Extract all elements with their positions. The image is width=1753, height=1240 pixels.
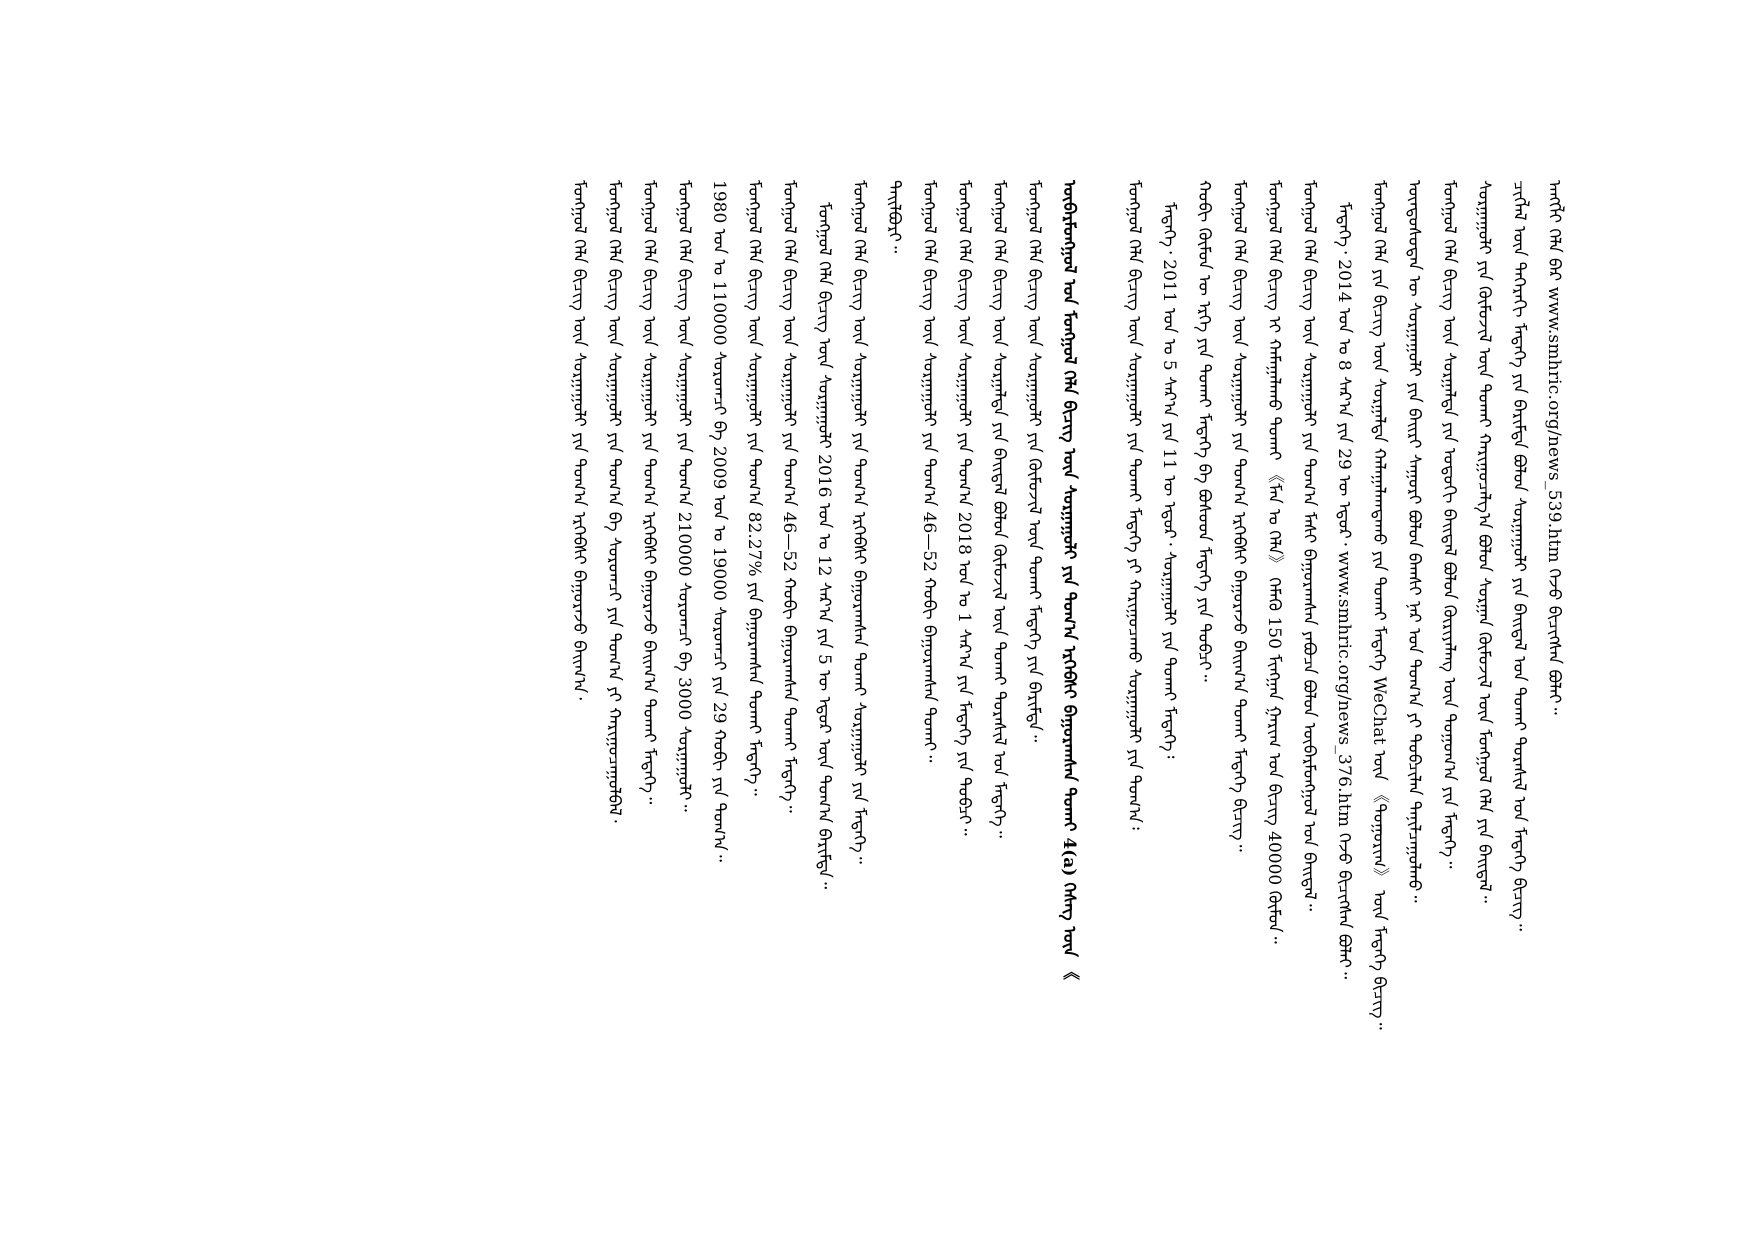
text-line: 1980 ᠣᠨ ᠤ 110000 ᠰᠤᠷᠤᠭᠴᠢ ᠪᠠ 2009 ᠣᠨ ᠤ 19000 ᠰᠤᠷᠤᠭᠴᠢ ᠶᠢᠨ 29 ᠬᠤᠪᠢ ᠶᠢᠨ ᠲᠣᠭ᠎ᠠ᠃ <box>709 180 729 862</box>
bold-text-line: ᠦᠪᠡᠷᠮᠣᠩᠭᠣᠯ ᠤᠨ ᠮᠣᠩᠭᠣᠯ ᠬᠡᠯᠡ ᠪᠢᠴᠢᠭ ᠦᠨ ᠰᠤᠷᠭᠠᠭᠤᠯᠢ ᠶᠢᠨ ᠲᠣᠭ᠎ᠠ ᠡᠷᠬᠡᠪᠰᠢ ᠪᠠᠭᠤᠷᠠᠭᠰᠠᠨ ᠲᠤᠬᠠᠢ 4(a) ᠬᠡᠰᠡᠭ ᠦᠨ 《 <box>1059 180 1079 981</box>
text-line: ᠮᠡᠳᠡᠭᠡ᠂ 2014 ᠣᠨ ᠤ 8 ᠰᠠᠷ᠎ᠠ ᠶᠢᠨ 29 ᠦ ᠡᠳᠦᠷ᠂ www.smhric.org/news_376.htm ᠭᠡᠵᠦ ᠪᠢᠴᠢᠭᠰᠡᠨ ᠪᠣᠯᠠᠢ᠃ <box>1334 202 1354 980</box>
text-line: ᠮᠣᠩᠭᠣᠯ ᠬᠡᠯᠡ ᠪᠢᠴᠢᠭ ᠦᠨ ᠰᠤᠷᠭᠠᠭᠤᠯᠢ ᠶᠢᠨ ᠲᠣᠭ᠎ᠠ 2018 ᠣᠨ ᠤ 1 ᠰᠠᠷ᠎ᠠ ᠶᠢᠨ ᠮᠡᠳᠡᠭᠡ ᠶᠢᠨ ᠲᠣᠪᠴᠢ᠃ <box>954 180 974 836</box>
text-line: ᠠᠩᠭᠯᠢ ᠬᠡᠯᠡ ᠪᠡᠷ www.smhric.org/news_539.htm ᠭᠡᠵᠦ ᠪᠢᠴᠢᠭᠰᠡᠨ ᠪᠣᠯᠠᠢ᠃ <box>1544 180 1564 715</box>
text-line: ᠮᠣᠩᠭᠣᠯ ᠬᠡᠯᠡ ᠪᠢᠴᠢᠭ ᠦᠨ ᠰᠤᠷᠭᠠᠯᠲᠠ ᠶᠢᠨ ᠤᠳᠤᠬᠢ ᠪᠠᠢᠳᠠᠯ ᠪᠤᠯᠤᠨ ᠬᠦᠷᠢᠶᠡᠯᠡᠩ ᠦᠨ ᠲᠤᠭᠤᠭ᠎ᠠ ᠶᠢᠨ ᠮᠡᠳᠡᠭᠡ᠃ <box>1439 180 1459 869</box>
text-line: ᠮᠣᠩᠭᠣᠯ ᠬᠡᠯᠡ ᠪᠢᠴᠢᠭ ᠦᠨ ᠰᠤᠷᠭᠠᠭᠤᠯᠢ ᠶᠢᠨ ᠬᠦᠮᠦᠵᠢᠯ ᠦᠨ ᠲᠤᠬᠠᠢ ᠮᠡᠳᠡᠭᠡ ᠶᠢᠨ ᠪᠠᠷᠢᠮᠲᠠ᠃ <box>1024 180 1044 743</box>
section-title: ᠲᠠᠢᠯᠪᠤᠷᠢ᠃ <box>884 180 904 254</box>
text-line: ᠮᠡᠳᠡᠭᠡ᠂ 2011 ᠣᠨ ᠤ 5 ᠰᠠᠷ᠎ᠠ ᠶᠢᠨ 11 ᠦ ᠡᠳᠦᠷ᠂ ᠰᠤᠷᠭᠠᠭᠤᠯᠢ ᠶᠢᠨ ᠲᠤᠬᠠᠢ ᠮᠡᠳᠡᠭᠡ᠄ <box>1159 202 1179 759</box>
text-line: ᠮᠣᠩᠭᠣᠯ ᠬᠡᠯᠡ ᠪᠢᠴᠢᠭ ᠢ ᠬᠠᠮᠠᠭᠠᠯᠠᠬᠤ ᠲᠤᠬᠠᠢ 《ᠮᠠᠨ ᠤ ᠬᠡᠯᠡ》 ᠬᠡᠮᠡᠬᠦ 150 ᠮᠢᠩᠭᠠᠨ ᠭᠠᠷᠢᠭ ᠤᠨ ᠪᠢᠴᠢᠭ 40000 ᠬᠦᠮᠦᠨ᠃ <box>1264 180 1284 944</box>
text-line: ᠮᠣᠩᠭᠣᠯ ᠬᠡᠯᠡ ᠪᠢᠴᠢᠭ ᠦᠨ ᠰᠤᠷᠭᠠᠭᠤᠯᠢ 2016 ᠣᠨ ᠤ 12 ᠰᠠᠷ᠎ᠠ ᠶᠢᠨ 5 ᠦ ᠡᠳᠦᠷ ᠦᠨ ᠲᠣᠭ᠎ᠠ ᠪᠠᠷᠢᠮᠲᠠ᠃ <box>814 202 834 890</box>
text-line: ᠮᠣᠩᠭᠣᠯ ᠬᠡᠯᠡ ᠪᠢᠴᠢᠭ ᠦᠨ ᠰᠤᠷᠭᠠᠯᠲᠠ ᠶᠢᠨ ᠪᠠᠢᠳᠠᠯ ᠪᠤᠯᠤᠨ ᠬᠦᠮᠦᠵᠢᠯ ᠦᠨ ᠲᠤᠬᠠᠢ ᠳᠤᠷᠠᠰᠢᠯ ᠤᠨ ᠮᠡᠳᠡᠭᠡ᠃ <box>989 180 1009 838</box>
text-line: ᠬᠤᠪᠢ ᠬᠦᠮᠦᠨ ᠦ ᠡᠷᠬᠡ ᠶᠢᠨ ᠲᠤᠬᠠᠢ ᠮᠡᠳᠡᠭᠡ ᠪᠠ ᠪᠤᠰᠤᠳ ᠮᠡᠳᠡᠭᠡ ᠶᠢᠨ ᠲᠣᠪᠴᠢ᠃ <box>1194 180 1214 682</box>
text-line: ᠮᠣᠩᠭᠣᠯ ᠬᠡᠯᠡ ᠪᠢᠴᠢᠭ ᠦᠨ ᠰᠤᠷᠭᠠᠭᠤᠯᠢ ᠶᠢᠨ ᠲᠣᠭ᠎ᠠ ᠪᠠ ᠰᠤᠷᠤᠭᠴᠢ ᠶᠢᠨ ᠲᠣᠭ᠎ᠠ ᠶᠢ ᠬᠠᠷᠢᠭᠤᠴᠠᠭᠤᠯᠪᠠᠯ᠂ <box>604 180 624 823</box>
text-line: ᠮᠣᠩᠭᠣᠯ ᠬᠡᠯᠡ ᠪᠢᠴᠢᠭ ᠦᠨ ᠰᠤᠷᠭᠠᠭᠤᠯᠢ ᠶᠢᠨ ᠲᠣᠭ᠎ᠠ 46—52 ᠬᠤᠪᠢ ᠪᠠᠭᠤᠷᠠᠭᠰᠠᠨ ᠲᠤᠬᠠᠢ᠃ <box>919 180 939 763</box>
text-line: ᠮᠣᠩᠭᠣᠯ ᠬᠡᠯᠡ ᠪᠢᠴᠢᠭ ᠦᠨ ᠰᠤᠷᠭᠠᠭᠤᠯᠢ ᠶᠢᠨ ᠲᠣᠭ᠎ᠠ 210000 ᠰᠤᠷᠤᠭᠴᠢ ᠪᠠ 3000 ᠰᠤᠷᠭᠠᠭᠤᠯᠢ᠃ <box>674 180 694 812</box>
text-line: ᠮᠣᠩᠭᠣᠯ ᠬᠡᠯᠡ ᠪᠢᠴᠢᠭ ᠦᠨ ᠰᠤᠷᠭᠠᠭᠤᠯᠢ ᠶᠢᠨ ᠲᠣᠭ᠎ᠠ ᠡᠷᠬᠡᠪᠰᠢ ᠪᠠᠭᠤᠷᠠᠵᠤ ᠪᠠᠢᠭ᠎ᠠ᠂ <box>569 180 589 700</box>
text-line: ᠮᠣᠩᠭᠣᠯ ᠬᠡᠯᠡ ᠪᠢᠴᠢᠭ ᠦᠨ ᠰᠤᠷᠭᠠᠭᠤᠯᠢ ᠶᠢᠨ ᠲᠣᠭ᠎ᠠ ᠮᠠᠰᠢ ᠪᠠᠭᠤᠷᠠᠭᠰᠠᠨ ᠶᠠᠪᠤᠴᠠ ᠪᠤᠯᠤᠨ ᠦᠪᠡᠷᠮᠣᠩᠭᠣᠯ ᠤᠨ ᠪᠠᠢᠳᠠᠯ᠃ <box>1299 180 1319 911</box>
text-line: ᠰᠤᠷᠭᠠᠭᠤᠯᠢ ᠶᠢᠨ ᠬᠦᠮᠦᠵᠢᠯ ᠦᠨ ᠲᠤᠬᠠᠢ ᠬᠠᠷᠢᠭᠤᠴᠠᠯᠭ᠎ᠠ ᠪᠤᠯᠤᠨ ᠰᠤᠷᠭᠠᠨ ᠬᠦᠮᠦᠵᠢᠯ ᠦᠨ ᠮᠣᠩᠭᠣᠯ ᠬᠡᠯᠡ ᠶᠢᠨ ᠪᠠᠢᠳᠠᠯ᠃ <box>1474 180 1494 903</box>
text-line: ᠮᠣᠩᠭᠣᠯ ᠬᠡᠯᠡ ᠪᠢᠴᠢᠭ ᠦᠨ ᠰᠤᠷᠭᠠᠭᠤᠯᠢ ᠶᠢᠨ ᠲᠤᠬᠠᠢ ᠮᠡᠳᠡᠭᠡ ᠶᠢ ᠬᠠᠷᠢᠭᠤᠴᠠᠬᠤ ᠰᠤᠷᠭᠠᠭᠤᠯᠢ ᠶᠢᠨ ᠲᠣᠭ᠎ᠠ᠄ <box>1124 180 1144 830</box>
paragraph-gap <box>1088 180 1118 1080</box>
text-line: ᠮᠣᠩᠭᠣᠯ ᠬᠡᠯᠡ ᠪᠢᠴᠢᠭ ᠦᠨ ᠰᠤᠷᠭᠠᠭᠤᠯᠢ ᠶᠢᠨ ᠲᠣᠭ᠎ᠠ ᠡᠷᠬᠡᠪᠰᠢ ᠪᠠᠭᠤᠷᠠᠵᠤ ᠪᠠᠢᠭ᠎ᠠ ᠲᠤᠬᠠᠢ ᠮᠡᠳᠡᠭᠡ᠃ <box>639 180 659 805</box>
text-line: ᠮᠣᠩᠭᠣᠯ ᠬᠡᠯᠡ ᠪᠢᠴᠢᠭ ᠦᠨ ᠰᠤᠷᠭᠠᠭᠤᠯᠢ ᠶᠢᠨ ᠲᠣᠭ᠎ᠠ 46—52 ᠬᠤᠪᠢ ᠪᠠᠭᠤᠷᠠᠭᠰᠠᠨ ᠲᠤᠬᠠᠢ ᠮᠡᠳᠡᠭᠡ᠃ <box>779 180 799 813</box>
text-line: ᠮᠣᠩᠭᠣᠯ ᠬᠡᠯᠡ ᠪᠢᠴᠢᠭ ᠦᠨ ᠰᠤᠷᠭᠠᠭᠤᠯᠢ ᠶᠢᠨ ᠲᠣᠭ᠎ᠠ ᠡᠷᠬᠡᠪᠰᠢ ᠪᠠᠭᠤᠷᠠᠭᠰᠠᠨ ᠲᠤᠬᠠᠢ ᠰᠤᠷᠭᠠᠭᠤᠯᠢ ᠶᠢᠨ ᠮᠡᠳᠡᠭᠡ᠃ <box>849 180 869 864</box>
vertical-text-columns <box>563 180 1573 1080</box>
text-line: ᠴᠢᠭᠯᠡᠯ ᠦᠨ ᠳᠡᠭᠡᠷᠡᠬᠢ ᠮᠡᠳᠡᠭᠡ ᠶᠢᠨ ᠪᠠᠷᠢᠮᠲᠠ ᠪᠣᠯᠤᠨ ᠰᠤᠷᠭᠠᠭᠤᠯᠢ ᠶᠢᠨ ᠪᠠᠢᠳᠠᠯ ᠤᠨ ᠲᠤᠬᠠᠢ ᠳᠤᠷᠠᠰᠢᠯ ᠤᠨ ᠮᠡᠳᠡᠭᠡ ᠪᠢᠴᠢᠭ᠃ <box>1509 180 1529 931</box>
text-line: ᠮᠣᠩᠭᠣᠯ ᠬᠡᠯᠡ ᠪᠢᠴᠢᠭ ᠦᠨ ᠰᠤᠷᠭᠠᠭᠤᠯᠢ ᠶᠢᠨ ᠲᠣᠭ᠎ᠠ 82.27% ᠶᠢᠨ ᠪᠠᠭᠤᠷᠠᠭᠰᠠᠨ ᠲᠤᠬᠠᠢ ᠮᠡᠳᠡᠭᠡ᠃ <box>744 180 764 796</box>
text-line: ᠮᠣᠩᠭᠣᠯ ᠬᠡᠯᠡ ᠪᠢᠴᠢᠭ ᠦᠨ ᠰᠤᠷᠭᠠᠭᠤᠯᠢ ᠶᠢᠨ ᠲᠣᠭ᠎ᠠ ᠡᠷᠬᠡᠪᠰᠢ ᠪᠠᠭᠤᠷᠠᠵᠤ ᠪᠠᠢᠭ᠎ᠠ ᠲᠤᠬᠠᠢ ᠮᠡᠳᠡᠭᠡ ᠪᠢᠴᠢᠭ᠃ <box>1229 180 1249 852</box>
text-line: ᠦᠨᠳᠦᠰᠦᠲᠡᠨ ᠦ ᠰᠤᠷᠭᠠᠭᠤᠯᠢ ᠶᠢᠨ ᠪᠠᠢᠷᠢ ᠰᠠᠭᠤᠷᠢ ᠪᠤᠯᠤᠨ ᠪᠠᠭᠰᠢ ᠨᠠᠷ ᠤᠨ ᠲᠣᠭ᠎ᠠ ᠶᠢ ᠲᠣᠪᠴᠢᠯᠠᠨ ᠲᠠᠨᠢᠯᠴᠠᠭᠤᠯᠬᠤ᠃ <box>1404 180 1424 903</box>
text-line: ᠮᠣᠩᠭᠣᠯ ᠬᠡᠯᠡ ᠶᠢᠨ ᠪᠢᠴᠢᠭ ᠦᠨ ᠰᠤᠷᠭᠠᠯᠲᠠ ᠬᠠᠯᠠᠭᠠᠯᠠᠭᠳᠠᠬᠤ ᠶᠢᠨ ᠲᠤᠬᠠᠢ ᠮᠡᠳᠡᠭᠡ WeChat ᠦᠨ 《ᠲᠣᠭᠤᠷᠢᠭ》 ᠦᠨ ᠮᠡᠳᠡᠭᠡ ᠪᠢᠴᠢᠭ᠃ <box>1369 180 1389 1030</box>
